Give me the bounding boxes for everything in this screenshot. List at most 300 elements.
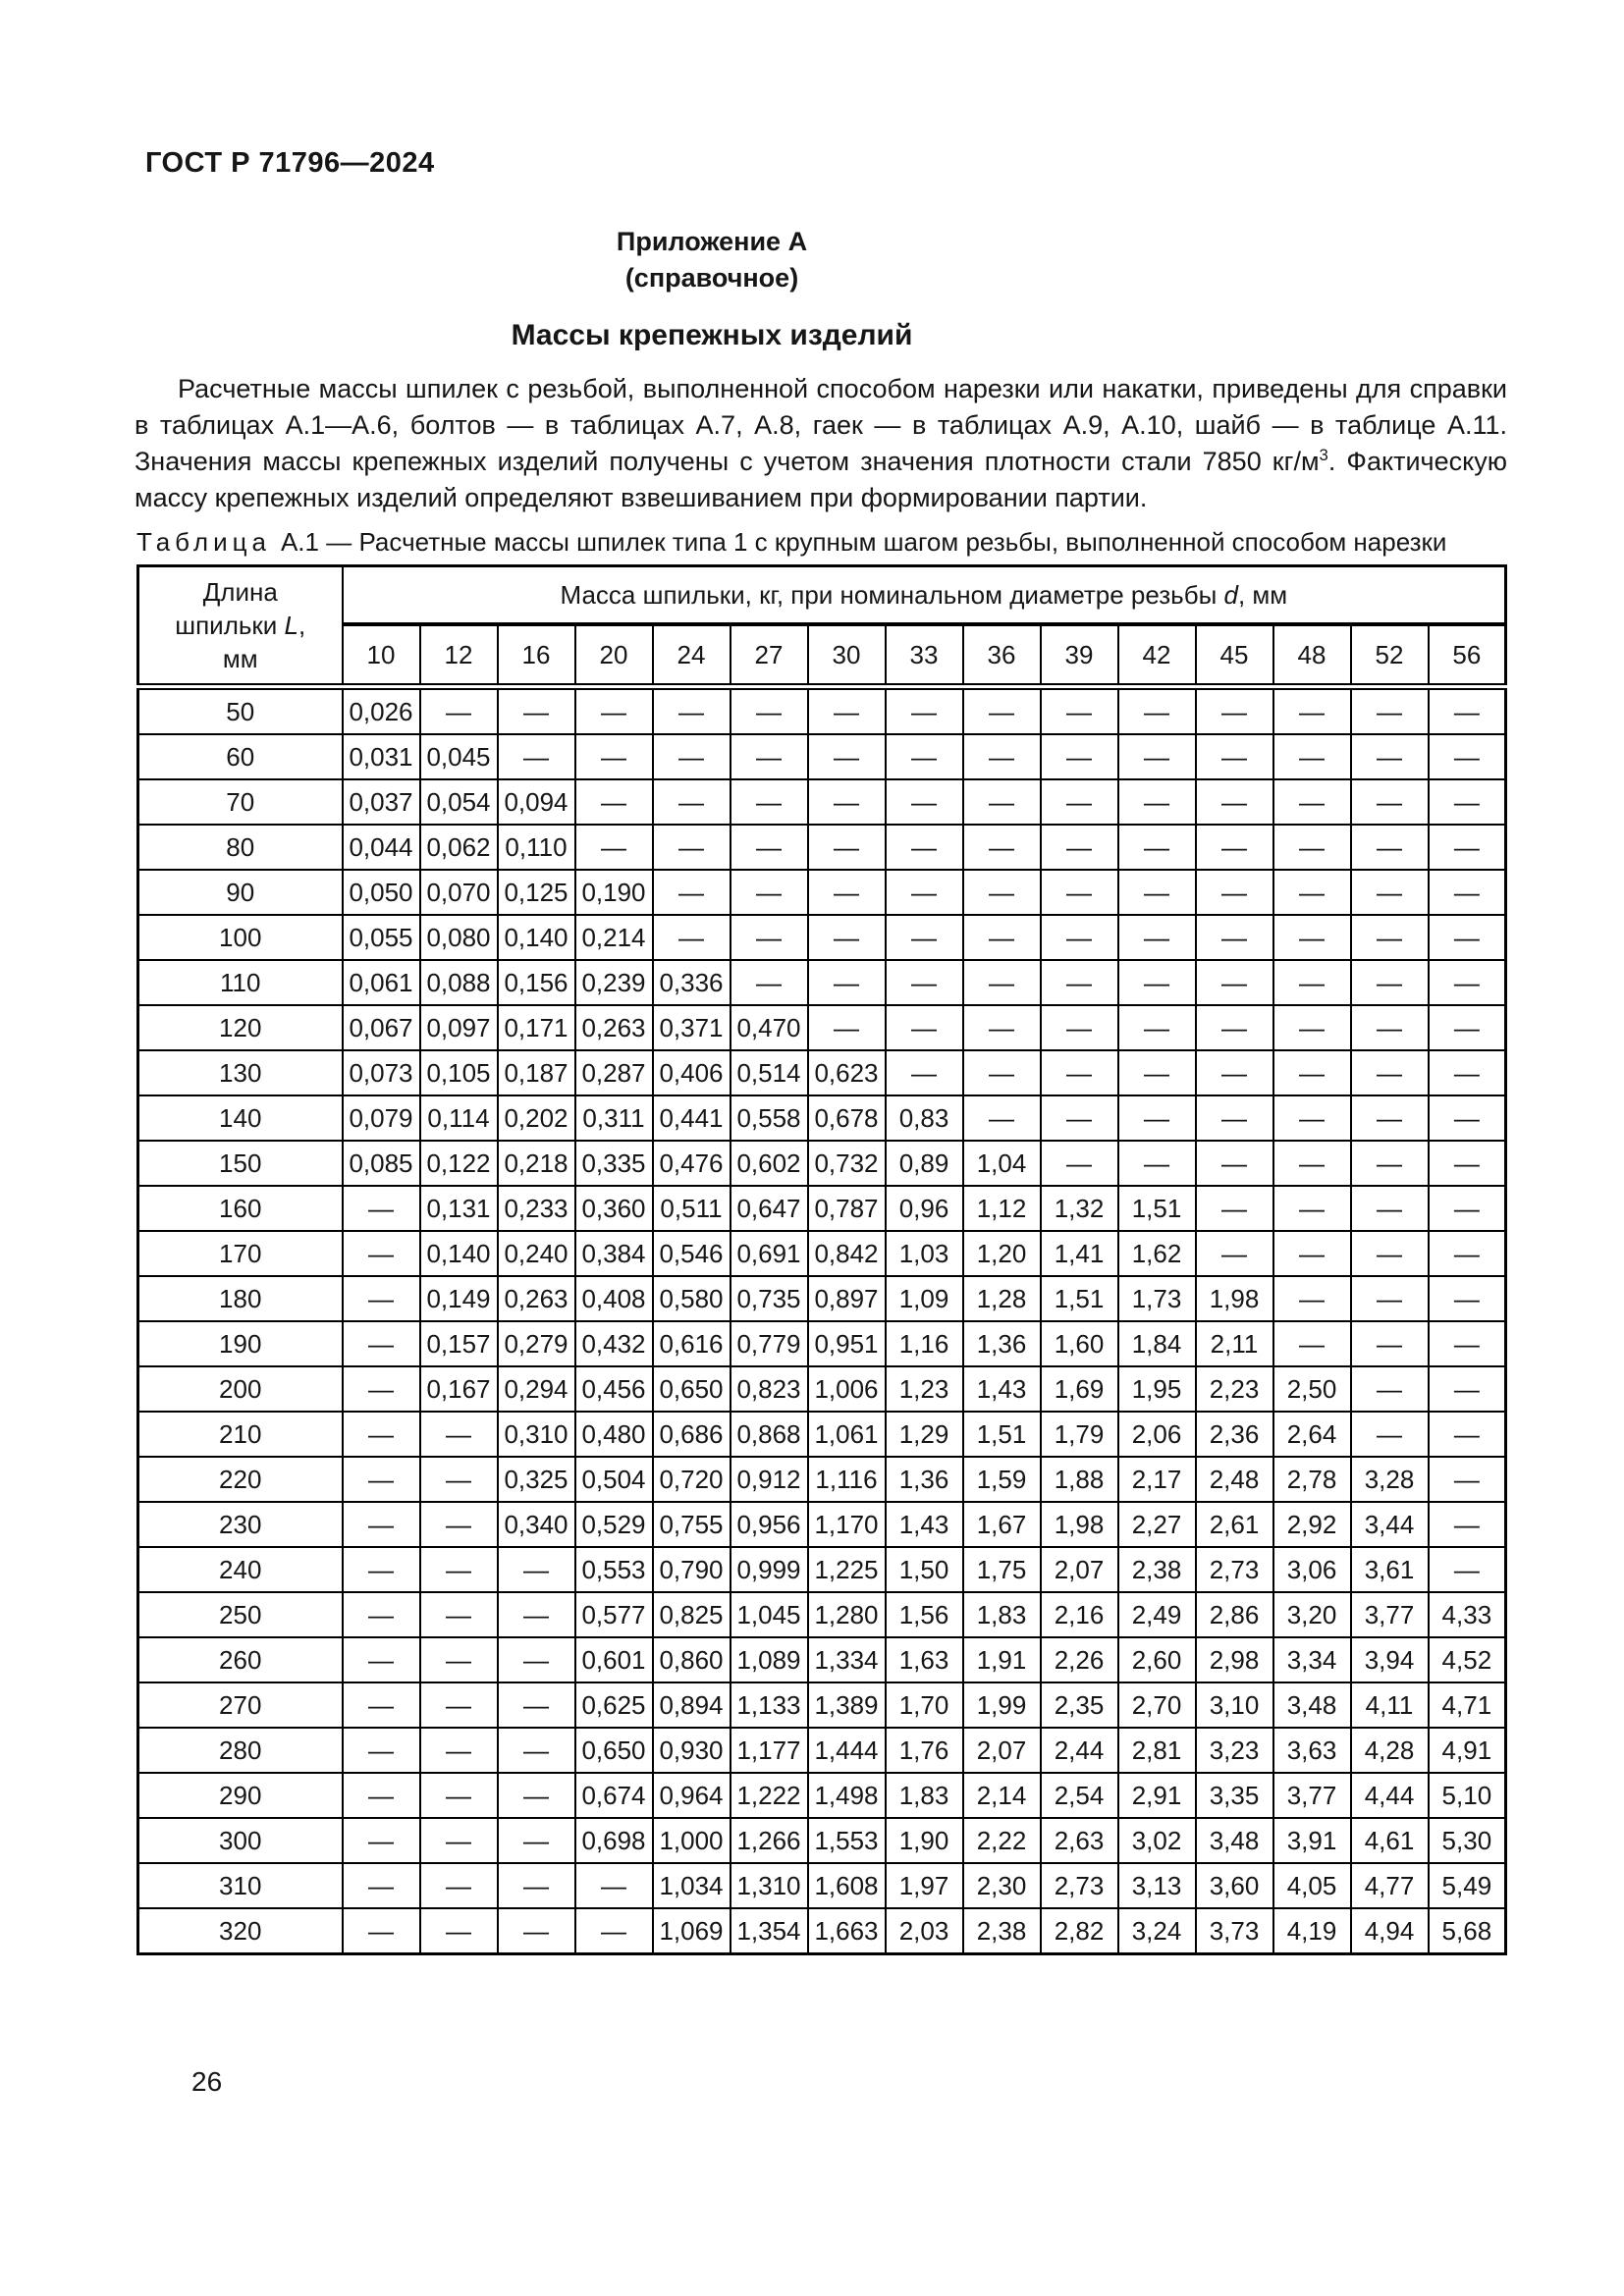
mass-cell: 1,03 (886, 1231, 963, 1276)
mass-cell: 0,140 (498, 915, 575, 960)
mass-cell: — (420, 1773, 498, 1818)
mass-cell: 1,20 (963, 1231, 1041, 1276)
mass-cell: — (1273, 960, 1351, 1005)
mass-cell: — (1273, 915, 1351, 960)
length-cell: 100 (138, 915, 343, 960)
mass-cell: 0,825 (653, 1592, 731, 1637)
mass-cell: — (731, 779, 808, 825)
mass-cell: 2,49 (1118, 1592, 1196, 1637)
mass-cell: 0,067 (343, 1005, 420, 1050)
mass-cell: — (420, 1457, 498, 1502)
mass-cell: — (963, 915, 1041, 960)
length-cell: 180 (138, 1276, 343, 1321)
table-row (138, 779, 1506, 825)
mass-cell: — (420, 1818, 498, 1863)
mass-cell: 4,61 (1351, 1818, 1429, 1863)
mass-cell: 0,294 (498, 1366, 575, 1412)
table-row (138, 1863, 1506, 1908)
mass-cell: — (1273, 1095, 1351, 1141)
mass-cell: 2,38 (1118, 1547, 1196, 1592)
mass-cell: 0,432 (575, 1321, 653, 1366)
table-row (138, 1682, 1506, 1728)
mass-cell: 0,073 (343, 1050, 420, 1095)
mass-cell: 1,51 (1118, 1186, 1196, 1231)
mass-cell: — (1351, 915, 1429, 960)
table-row (138, 1005, 1506, 1050)
mass-cell: 1,334 (808, 1637, 886, 1682)
mass-cell: 3,94 (1351, 1637, 1429, 1682)
table-row (138, 1908, 1506, 1954)
mass-cell: — (1196, 960, 1273, 1005)
mass-cell: 0,055 (343, 915, 420, 960)
table-body (138, 687, 1506, 1954)
mass-cell: 4,33 (1429, 1592, 1506, 1637)
mass-cell: 0,050 (343, 870, 420, 915)
mass-cell: — (575, 1863, 653, 1908)
table-row (138, 1141, 1506, 1186)
mass-cell: 0,897 (808, 1276, 886, 1321)
mass-cell: 4,19 (1273, 1908, 1351, 1954)
mass-cell: 2,17 (1118, 1457, 1196, 1502)
mass-cell: — (1429, 1321, 1506, 1366)
mass-cell: 3,44 (1351, 1502, 1429, 1547)
mass-cell: 0,214 (575, 915, 653, 960)
mass-cell: — (808, 734, 886, 779)
mass-cell: 0,476 (653, 1141, 731, 1186)
mass-cell: 1,95 (1118, 1366, 1196, 1412)
mass-cell: — (575, 687, 653, 735)
length-cell: 230 (138, 1502, 343, 1547)
diameter-header: 10 (343, 624, 420, 687)
mass-cell: — (886, 960, 963, 1005)
mass-cell: 1,36 (886, 1457, 963, 1502)
length-cell: 170 (138, 1231, 343, 1276)
mass-cell: 0,105 (420, 1050, 498, 1095)
table-row (138, 1728, 1506, 1773)
mass-cell: 1,79 (1041, 1412, 1118, 1457)
mass-cell: 0,647 (731, 1186, 808, 1231)
table-header (138, 566, 1506, 687)
mass-cell: 1,88 (1041, 1457, 1118, 1502)
mass-cell: — (963, 1050, 1041, 1095)
mass-cell: 0,061 (343, 960, 420, 1005)
mass-cell: 0,279 (498, 1321, 575, 1366)
mass-cell: — (498, 1863, 575, 1908)
mass-cell: — (343, 1908, 420, 1954)
mass-cell: 0,674 (575, 1773, 653, 1818)
mass-cell: — (963, 1095, 1041, 1141)
mass-cell: 0,577 (575, 1592, 653, 1637)
mass-cell: 0,894 (653, 1682, 731, 1728)
mass-cell: — (1429, 1412, 1506, 1457)
length-cell: 300 (138, 1818, 343, 1863)
mass-cell: 5,68 (1429, 1908, 1506, 1954)
mass-cell: 4,77 (1351, 1863, 1429, 1908)
mass-cell: — (1118, 915, 1196, 960)
mass-cell: 2,50 (1273, 1366, 1351, 1412)
mass-cell: 3,13 (1118, 1863, 1196, 1908)
mass-cell: 0,171 (498, 1005, 575, 1050)
mass-cell: — (1351, 1366, 1429, 1412)
mass-cell: 1,50 (886, 1547, 963, 1592)
mass-cell: 2,78 (1273, 1457, 1351, 1502)
mass-cell: — (1118, 1095, 1196, 1141)
mass-cell: 1,59 (963, 1457, 1041, 1502)
mass-cell: — (420, 1502, 498, 1547)
mass-cell: 3,24 (1118, 1908, 1196, 1954)
mass-cell: 1,266 (731, 1818, 808, 1863)
mass-cell: — (808, 915, 886, 960)
length-cell: 310 (138, 1863, 343, 1908)
mass-cell: 1,177 (731, 1728, 808, 1773)
mass-cell: 0,202 (498, 1095, 575, 1141)
mass-cell: — (653, 825, 731, 870)
mass-cell: 1,75 (963, 1547, 1041, 1592)
mass-cell: — (1196, 1095, 1273, 1141)
mass-cell: 0,650 (575, 1728, 653, 1773)
mass-cell: 4,05 (1273, 1863, 1351, 1908)
mass-cell: — (1351, 1095, 1429, 1141)
mass-cell: — (1351, 1141, 1429, 1186)
table-caption-word: Таблица (136, 527, 271, 557)
mass-cell: 1,69 (1041, 1366, 1118, 1412)
mass-cell: 2,03 (886, 1908, 963, 1954)
mass-cell: 1,70 (886, 1682, 963, 1728)
mass-cell: — (1041, 1050, 1118, 1095)
mass-cell: — (808, 960, 886, 1005)
mass-cell: — (498, 687, 575, 735)
mass-cell: — (653, 870, 731, 915)
length-cell: 190 (138, 1321, 343, 1366)
mass-cell: 5,30 (1429, 1818, 1506, 1863)
mass-cell: — (1273, 870, 1351, 915)
mass-cell: — (498, 1773, 575, 1818)
diameter-header: 56 (1429, 624, 1506, 687)
mass-cell: 0,779 (731, 1321, 808, 1366)
mass-cell: — (1429, 960, 1506, 1005)
mass-cell: — (1429, 1050, 1506, 1095)
mass-cell: 0,441 (653, 1095, 731, 1141)
mass-cell: 1,000 (653, 1818, 731, 1863)
mass-cell: 0,558 (731, 1095, 808, 1141)
mass-cell: — (498, 1818, 575, 1863)
mass-cell: — (343, 1321, 420, 1366)
mass-cell: — (886, 779, 963, 825)
diameter-header: 12 (420, 624, 498, 687)
mass-cell: 3,48 (1273, 1682, 1351, 1728)
mass-cell: — (1273, 734, 1351, 779)
mass-cell: 1,089 (731, 1637, 808, 1682)
mass-cell: — (886, 915, 963, 960)
mass-cell: 0,325 (498, 1457, 575, 1502)
mass-cell: — (1196, 734, 1273, 779)
mass-cell: — (1196, 1005, 1273, 1050)
mass-cell: — (1273, 1276, 1351, 1321)
mass-cell: — (420, 1728, 498, 1773)
mass-cell: — (343, 1863, 420, 1908)
mass-cell: 0,110 (498, 825, 575, 870)
table-caption-number: А.1 (280, 527, 319, 557)
mass-cell: 2,06 (1118, 1412, 1196, 1457)
mass-cell: — (498, 1592, 575, 1637)
table-row (138, 1818, 1506, 1863)
mass-cell: — (1041, 1095, 1118, 1141)
mass-cell: 1,28 (963, 1276, 1041, 1321)
mass-cell: 1,12 (963, 1186, 1041, 1231)
mass-cell: — (1196, 1231, 1273, 1276)
diameter-header: 45 (1196, 624, 1273, 687)
mass-cell: 1,76 (886, 1728, 963, 1773)
mass-cell: — (343, 1502, 420, 1547)
mass-cell: 1,045 (731, 1592, 808, 1637)
length-header-symbol: L (284, 611, 299, 640)
mass-cell: 2,07 (1041, 1547, 1118, 1592)
mass-cell: 0,686 (653, 1412, 731, 1457)
mass-cell: — (886, 870, 963, 915)
mass-cell: — (498, 1908, 575, 1954)
mass-cell: 3,02 (1118, 1818, 1196, 1863)
mass-cell: 0,335 (575, 1141, 653, 1186)
mass-cell: — (1118, 734, 1196, 779)
mass-cell: 0,408 (575, 1276, 653, 1321)
diameter-header: 52 (1351, 624, 1429, 687)
mass-cell: 0,755 (653, 1502, 731, 1547)
mass-cell: 0,456 (575, 1366, 653, 1412)
mass-cell: — (1041, 1141, 1118, 1186)
mass-cell: — (1351, 1412, 1429, 1457)
mass-cell: 2,92 (1273, 1502, 1351, 1547)
mass-cell: — (1273, 1005, 1351, 1050)
table-row (138, 687, 1506, 735)
mass-cell: 3,35 (1196, 1773, 1273, 1818)
diameter-header: 48 (1273, 624, 1351, 687)
mass-cell: — (653, 734, 731, 779)
mass-cell: 1,23 (886, 1366, 963, 1412)
mass-cell: — (731, 915, 808, 960)
mass-cell: — (1041, 825, 1118, 870)
table-row (138, 825, 1506, 870)
section-title: Массы крепежных изделий (511, 319, 913, 351)
mass-cell: — (575, 825, 653, 870)
mass-cell: — (1351, 734, 1429, 779)
mass-cell: 0,470 (731, 1005, 808, 1050)
mass-cell: — (808, 687, 886, 735)
mass-cell: 1,09 (886, 1276, 963, 1321)
mass-cell: — (343, 1457, 420, 1502)
mass-cell: 2,73 (1041, 1863, 1118, 1908)
mass-cell: — (1118, 779, 1196, 825)
mass-cell: — (963, 1005, 1041, 1050)
mass-cell: — (343, 1682, 420, 1728)
mass-cell: 1,67 (963, 1502, 1041, 1547)
mass-cell: — (1429, 687, 1506, 735)
mass-cell: — (653, 687, 731, 735)
mass-cell: 0,546 (653, 1231, 731, 1276)
mass-cell: — (1118, 960, 1196, 1005)
mass-cell: 1,43 (886, 1502, 963, 1547)
mass-cell: — (1351, 779, 1429, 825)
mass-cell: 2,36 (1196, 1412, 1273, 1457)
mass-cell: — (575, 734, 653, 779)
mass-cell: — (420, 1547, 498, 1592)
diameter-header: 20 (575, 624, 653, 687)
length-header-unit: , мм (222, 611, 306, 673)
mass-cell: 0,650 (653, 1366, 731, 1412)
mass-cell: — (1118, 870, 1196, 915)
mass-cell: 0,233 (498, 1186, 575, 1231)
page-number: 26 (191, 2066, 223, 2097)
mass-cell: — (1041, 915, 1118, 960)
mass-cell: 0,157 (420, 1321, 498, 1366)
mass-cell: — (420, 1908, 498, 1954)
mass-cell: — (1273, 1186, 1351, 1231)
mass-cell: 0,89 (886, 1141, 963, 1186)
mass-cell: 1,97 (886, 1863, 963, 1908)
mass-cell: — (963, 825, 1041, 870)
mass-cell: 0,080 (420, 915, 498, 960)
mass-cell: 2,14 (963, 1773, 1041, 1818)
mass-cell: 0,956 (731, 1502, 808, 1547)
mass-cell: 0,026 (343, 687, 420, 735)
mass-cell: — (1429, 1547, 1506, 1592)
mass-cell: — (808, 1005, 886, 1050)
mass-cell: 1,62 (1118, 1231, 1196, 1276)
mass-cell: 0,149 (420, 1276, 498, 1321)
mass-cell: — (963, 734, 1041, 779)
mass-cell: 0,360 (575, 1186, 653, 1231)
table-row (138, 915, 1506, 960)
mass-cell: — (1273, 825, 1351, 870)
mass-cell: — (1118, 1141, 1196, 1186)
mass-cell: — (1041, 960, 1118, 1005)
mass-cell: — (343, 1818, 420, 1863)
mass-cell: — (886, 1005, 963, 1050)
mass-cell: 0,088 (420, 960, 498, 1005)
mass-cell: — (1351, 960, 1429, 1005)
mass-cell: 0,623 (808, 1050, 886, 1095)
length-cell: 320 (138, 1908, 343, 1954)
mass-cell: 0,054 (420, 779, 498, 825)
mass-cell: — (1429, 1231, 1506, 1276)
table-row (138, 1457, 1506, 1502)
mass-cell: 0,951 (808, 1321, 886, 1366)
length-cell: 80 (138, 825, 343, 870)
mass-cell: — (1196, 870, 1273, 915)
mass-cell: 4,91 (1429, 1728, 1506, 1773)
mass-cell: — (808, 779, 886, 825)
mass-cell: — (1429, 1095, 1506, 1141)
superscript-3: 3 (1319, 446, 1328, 464)
mass-cell: 0,131 (420, 1186, 498, 1231)
appendix-subtitle: (справочное) (624, 263, 799, 293)
mass-cell: 0,964 (653, 1773, 731, 1818)
mass-cell: — (1351, 687, 1429, 735)
mass-cell: 3,28 (1351, 1457, 1429, 1502)
table-row (138, 1592, 1506, 1637)
mass-cell: 0,691 (731, 1231, 808, 1276)
mass-cell: — (1273, 1141, 1351, 1186)
mass-cell: 1,034 (653, 1863, 731, 1908)
appendix-heading (135, 224, 1289, 296)
mass-cell: 1,43 (963, 1366, 1041, 1412)
mass-cell: — (1118, 825, 1196, 870)
paragraph-text-2: . Фактическую массу крепежных изделий определяют взвешиванием при формировании партии. (135, 447, 1507, 512)
mass-cell: 0,263 (575, 1005, 653, 1050)
mass-cell: — (1351, 1186, 1429, 1231)
mass-cell: 0,140 (420, 1231, 498, 1276)
mass-cell: 2,54 (1041, 1773, 1118, 1818)
mass-cell: 1,444 (808, 1728, 886, 1773)
mass-cell: 3,20 (1273, 1592, 1351, 1637)
mass-cell: — (1351, 1050, 1429, 1095)
mass-cell: 1,222 (731, 1773, 808, 1818)
mass-cell: 2,11 (1196, 1321, 1273, 1366)
length-cell: 200 (138, 1366, 343, 1412)
mass-cell: 3,06 (1273, 1547, 1351, 1592)
mass-cell: — (1118, 687, 1196, 735)
table-row (138, 870, 1506, 915)
mass-cell: 1,069 (653, 1908, 731, 1954)
mass-cell: — (653, 779, 731, 825)
mass-cell: 2,61 (1196, 1502, 1273, 1547)
mass-cell: — (1041, 734, 1118, 779)
mass-cell: — (886, 687, 963, 735)
mass-cell: 0,097 (420, 1005, 498, 1050)
mass-cell: 1,133 (731, 1682, 808, 1728)
mass-cell: 4,52 (1429, 1637, 1506, 1682)
mass-cell: 1,41 (1041, 1231, 1118, 1276)
mass-cell: 0,079 (343, 1095, 420, 1141)
mass-cell: 3,23 (1196, 1728, 1273, 1773)
table-row (138, 1637, 1506, 1682)
mass-cell: 0,239 (575, 960, 653, 1005)
table-row (138, 1412, 1506, 1457)
diameter-header: 24 (653, 624, 731, 687)
mass-cell: 1,061 (808, 1412, 886, 1457)
mass-cell: 2,26 (1041, 1637, 1118, 1682)
doc-code: ГОСТ Р 71796—2024 (145, 147, 435, 179)
length-cell: 140 (138, 1095, 343, 1141)
mass-cell: 1,98 (1196, 1276, 1273, 1321)
mass-cell: 0,96 (886, 1186, 963, 1231)
mass-cell: 3,61 (1351, 1547, 1429, 1592)
mass-cell: — (498, 1637, 575, 1682)
diameter-header: 39 (1041, 624, 1118, 687)
mass-cell: — (653, 915, 731, 960)
mass-cell: 0,085 (343, 1141, 420, 1186)
mass-cell: — (1351, 1276, 1429, 1321)
mass-cell: 0,340 (498, 1502, 575, 1547)
length-cell: 210 (138, 1412, 343, 1457)
mass-cell: 5,49 (1429, 1863, 1506, 1908)
mass-cell: 1,280 (808, 1592, 886, 1637)
mass-cell: — (343, 1728, 420, 1773)
mass-cell: 1,63 (886, 1637, 963, 1682)
table-row (138, 1547, 1506, 1592)
table-row (138, 1231, 1506, 1276)
mass-cell: — (1351, 1231, 1429, 1276)
mass-cell: 4,44 (1351, 1773, 1429, 1818)
mass-cell: 1,83 (963, 1592, 1041, 1637)
mass-cell: 0,031 (343, 734, 420, 779)
mass-cell: 2,70 (1118, 1682, 1196, 1728)
mass-cell: — (1196, 825, 1273, 870)
mass-cell: 0,263 (498, 1276, 575, 1321)
mass-cell: 0,045 (420, 734, 498, 779)
diameter-header: 27 (731, 624, 808, 687)
length-cell: 160 (138, 1186, 343, 1231)
intro-paragraph (135, 371, 1507, 516)
